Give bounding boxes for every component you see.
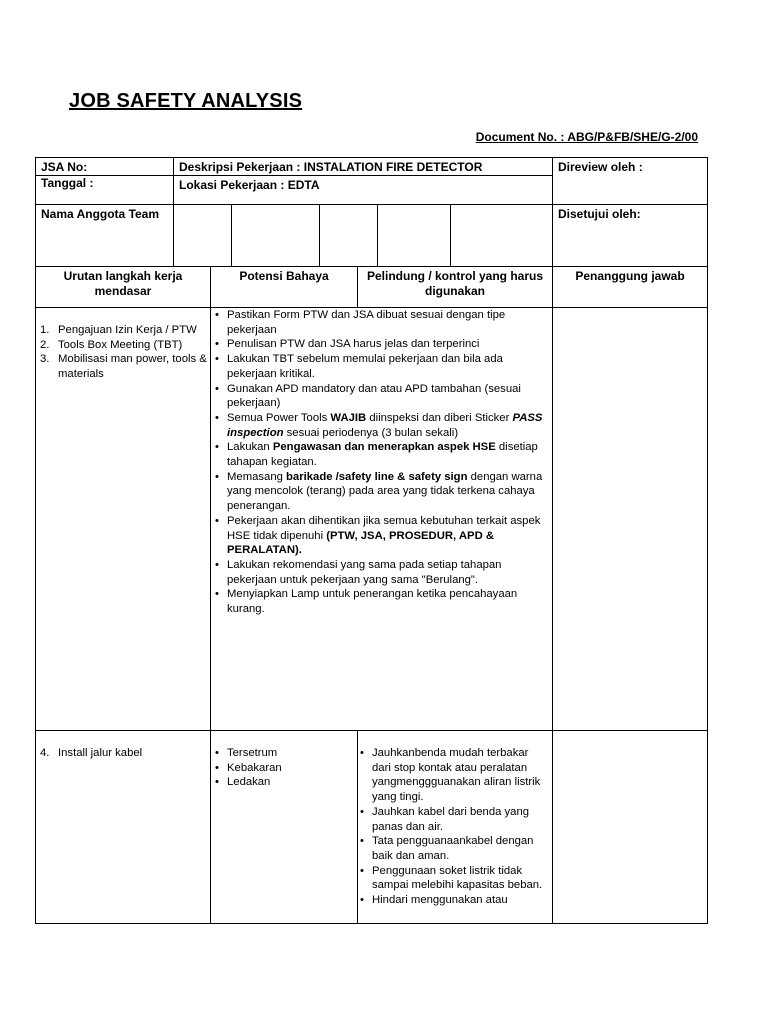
list-item: • Menyiapkan Lamp untuk penerangan ketika pencahayaan kurang.	[213, 587, 549, 616]
steps-list-row1	[40, 323, 208, 382]
list-item: • Semua Power Tools WAJIB diinspeksi dan diberi Sticker PASS inspection sesuai periodenya (3 bulan sekali)	[213, 411, 549, 440]
list-item: • Tata pengguanaankabel dengan baik dan aman.	[358, 834, 546, 863]
list-item: • Ledakan	[213, 775, 355, 790]
reviewed-by-label: Direview oleh :	[558, 160, 643, 174]
controls-list-row2	[358, 746, 546, 908]
team-members-label: Nama Anggota Team	[41, 207, 160, 221]
steps-list-row2	[40, 746, 208, 761]
page-title: JOB SAFETY ANALYSIS	[69, 90, 303, 112]
column-header-responsible: Penanggung jawab	[575, 269, 685, 283]
job-location: Lokasi Pekerjaan : EDTA	[179, 178, 320, 192]
list-item: • Kebakaran	[213, 761, 355, 776]
list-item: • Hindari menggunakan atau	[358, 893, 546, 908]
hazards-list-row2	[213, 746, 355, 790]
list-item: 2. Tools Box Meeting (TBT)	[40, 338, 183, 351]
list-item: • Tersetrum	[213, 746, 355, 761]
list-item: • Pastikan Form PTW dan JSA dibuat sesuai dengan tipe pekerjaan	[213, 308, 549, 337]
list-item: • Lakukan rekomendasi yang sama pada setiap tahapan pekerjaan untuk pekerjaan yang sama "Berulang".	[213, 558, 549, 587]
list-item: • Pekerjaan akan dihentikan jika semua kebutuhan terkait aspek HSE tidak dipenuhi (PTW, JSA, PROSEDUR, APD & PERALATAN).	[213, 514, 549, 558]
list-item: • Penggunaan soket listrik tidak sampai melebihi kapasitas beban.	[358, 864, 546, 893]
column-header-controls: Pelindung / kontrol yang harus digunakan	[366, 269, 543, 298]
list-item: 4. Install jalur kabel	[40, 747, 143, 759]
list-item: • Lakukan TBT sebelum memulai pekerjaan dan bila ada pekerjaan kritikal.	[213, 352, 549, 381]
list-item: • Gunakan APD mandatory dan atau APD tambahan (sesuai pekerjaan)	[213, 382, 549, 411]
controls-list-row1	[213, 308, 549, 617]
list-item: 1. Pengajuan Izin Kerja / PTW	[40, 324, 197, 336]
tanggal-label: Tanggal :	[41, 176, 94, 190]
list-item: • Penulisan PTW dan JSA harus jelas dan terperinci	[213, 337, 549, 352]
jsa-no-label: JSA No:	[41, 160, 88, 174]
column-header-hazards: Potensi Bahaya	[239, 269, 329, 283]
list-item: • Lakukan Pengawasan dan menerapkan aspek HSE disetiap tahapan kegiatan.	[213, 440, 549, 469]
job-description: Deskripsi Pekerjaan : INSTALATION FIRE DETECTOR	[179, 160, 483, 174]
list-item: • Memasang barikade /safety line & safety sign dengan warna yang mencolok (terang) pada area yang tidak terkena cahaya penerangan.	[213, 470, 549, 514]
list-item: • Jauhkan kabel dari benda yang panas dan air.	[358, 805, 546, 834]
list-item: • Jauhkanbenda mudah terbakar dari stop kontak atau peralatan yangmenggguanakan aliran listrik yang tingi.	[358, 746, 546, 805]
approved-by-label: Disetujui oleh:	[558, 207, 641, 221]
list-item: 3. Mobilisasi man power, tools & materials	[40, 353, 207, 381]
column-header-steps: Urutan langkah kerja mendasar	[63, 269, 183, 298]
document-number: Document No. : ABG/P&FB/SHE/G-2/00	[475, 130, 698, 144]
